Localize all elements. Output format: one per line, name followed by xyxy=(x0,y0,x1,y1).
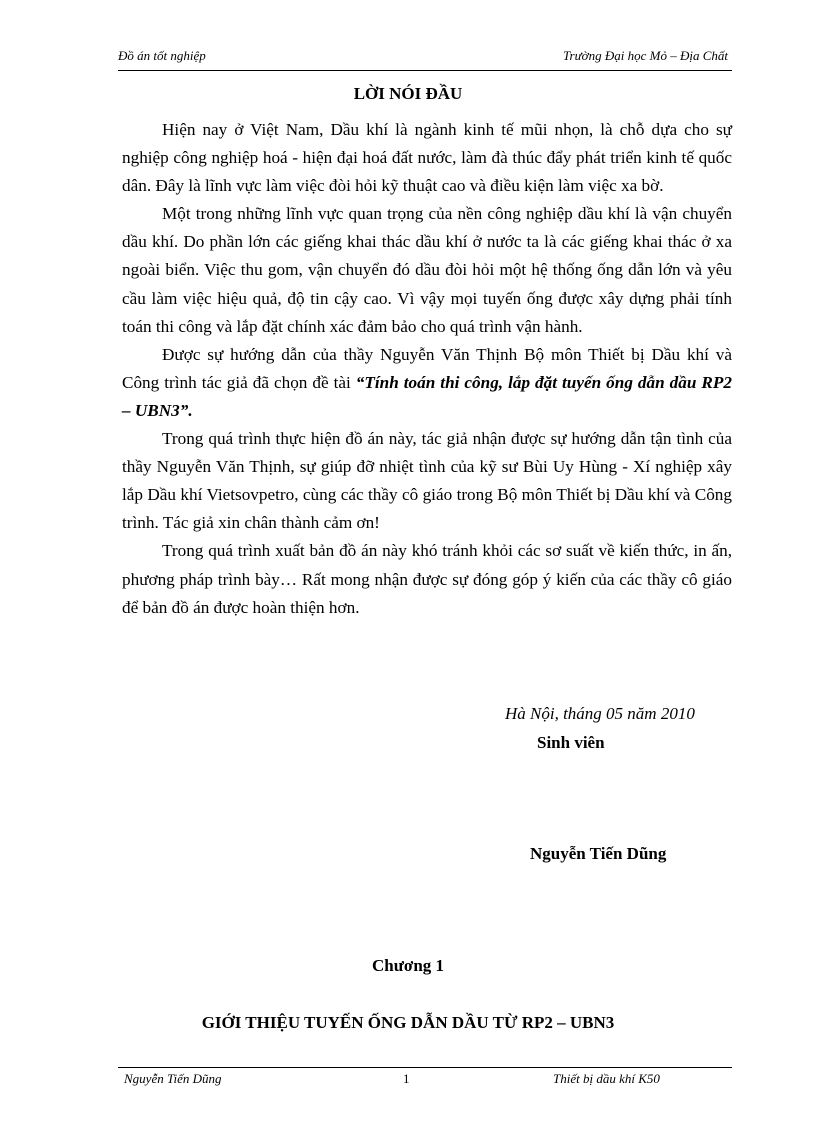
footer-department: Thiết bị dầu khí K50 xyxy=(553,1071,660,1086)
signature-date: Hà Nội, tháng 05 năm 2010 xyxy=(505,704,695,723)
paragraph-2: Một trong những lĩnh vực quan trọng của nền công nghiệp dầu khí là vận chuyển dầu khí. Do phần lớn các giếng khai thác dầu khí ở nước ta là các giếng khai thác ở xa ngoài biển. Việc thu gom, vận chuyển đó dầu đòi hỏi một hệ thống ống dẫn lớn và yêu cầu làm việc hiệu quả, độ tin cậy cao. Vì vậy mọi tuyến ống được xây dựng phải tính toán thi công và lắp đặt chính xác đảm bảo cho quá trình vận hành. xyxy=(122,204,732,336)
chapter-title: GIỚI THIỆU TUYẾN ỐNG DẪN DẦU TỪ RP2 – UBN3 xyxy=(201,1013,615,1032)
footer-divider xyxy=(118,1067,732,1068)
paragraph-3 xyxy=(122,341,732,425)
header-divider xyxy=(118,70,732,71)
preface-body xyxy=(122,116,732,622)
thesis-topic: “Tính toán thi công, lắp đặt tuyến ống dẫn dầu RP2 – UBN3”. xyxy=(122,372,732,420)
signature-name: Nguyễn Tiến Dũng xyxy=(530,844,667,863)
header-right-text: Trường Đại học Mỏ – Địa Chất xyxy=(563,48,728,63)
chapter-label: Chương 1 xyxy=(371,956,445,975)
paragraph-4: Trong quá trình thực hiện đồ án này, tác giả nhận được sự hướng dẫn tận tình của thầy Nguyễn Văn Thịnh, sự giúp đỡ nhiệt tình của kỹ sư Bùi Uy Hùng - Xí nghiệp xây lắp Dầu khí Vietsovpetro, cùng các thầy cô giáo trong Bộ môn Thiết bị Dầu khí và Công trình. Tác giả xin chân thành cảm ơn! xyxy=(122,429,732,533)
page-title: LỜI NÓI ĐẦU xyxy=(353,84,463,103)
page-number: 1 xyxy=(403,1071,410,1086)
paragraph-5: Trong quá trình xuất bản đồ án này khó tránh khỏi các sơ suất về kiến thức, in ấn, phương pháp trình bày… Rất mong nhận được sự đóng góp ý kiến của các thầy cô giáo để bản đồ án được hoàn thiện hơn. xyxy=(122,541,732,617)
paragraph-3-text: Được sự hướng dẫn của thầy Nguyễn Văn Thịnh Bộ môn Thiết bị Dầu khí và Công trình tác giả đã chọn đề tài xyxy=(122,344,732,392)
header-left-text: Đồ án tốt nghiệp xyxy=(118,48,206,63)
signature-role: Sinh viên xyxy=(537,733,605,752)
footer-author: Nguyễn Tiến Dũng xyxy=(124,1071,222,1086)
paragraph-1: Hiện nay ở Việt Nam, Dầu khí là ngành kinh tế mũi nhọn, là chỗ dựa cho sự nghiệp công nghiệp hoá - hiện đại hoá đất nước, làm đà thúc đẩy phát triển kinh tế quốc dân. Đây là lĩnh vực làm việc đòi hỏi kỹ thuật cao và điều kiện làm việc xa bờ. xyxy=(122,120,732,196)
